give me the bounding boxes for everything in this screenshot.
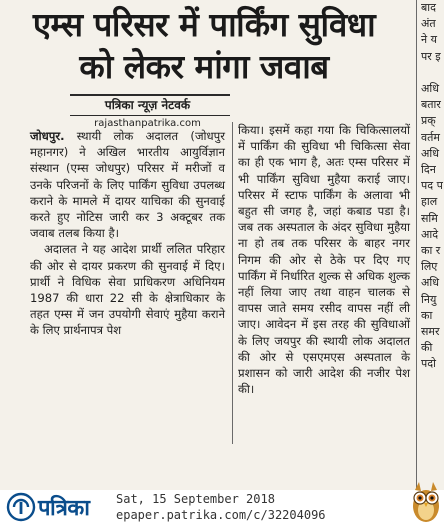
adjacent-article-fragment (421, 0, 444, 490)
adjacent-line: लिए (421, 260, 438, 274)
adjacent-line: का र (421, 244, 441, 258)
article-paragraph (30, 128, 225, 241)
adjacent-line: अंत (421, 17, 436, 31)
adjacent-line: पर इ (421, 49, 441, 63)
adjacent-line: दिन (421, 163, 436, 177)
adjacent-line: अधि (421, 146, 440, 160)
byline: पत्रिका न्यूज़ नेटवर्क (104, 98, 191, 112)
adjacent-line: वर्तम (421, 130, 440, 144)
adjacent-line: समि (421, 211, 438, 225)
article-column-left (30, 128, 225, 339)
adjacent-line: का (421, 308, 433, 322)
adjacent-line: बाद (421, 1, 436, 14)
adjacent-line: प्रक् (421, 114, 436, 128)
dateline: जोधपुर. (30, 129, 65, 143)
adjacent-line: की (421, 341, 433, 355)
headline: एम्स परिसर में पार्किंग सुविधा को लेकर मांगा जवाब (32, 5, 376, 86)
source-credit: rajasthanpatrika.com (94, 118, 201, 129)
article-column-right (238, 122, 410, 397)
epaper-footer (0, 490, 444, 527)
column-divider (416, 0, 417, 490)
adjacent-line: पदो (421, 357, 436, 371)
adjacent-line: पद प (421, 179, 443, 193)
adjacent-line: ने य (421, 33, 437, 47)
adjacent-line: बतार (421, 98, 441, 112)
byline-rule-bottom (70, 115, 230, 116)
article-paragraph: अदालत ने यह आदेश प्रार्थी ललित परिहार की ओर से दायर प्रकरण की सुनवाई में दिए। प्रार्थी ने विधिक सेवा प्राधिकरण अधिनियम 1987 की धारा 22 सी के क्षेत्राधिकार के तहत एम्स में जन उपयोगी सेवाएं मुहैया कराने के लिए प्रार्थनापत्र पेश (30, 242, 225, 338)
owl-mascot-icon (410, 478, 442, 524)
patrika-emblem-icon (6, 492, 36, 522)
adjacent-line: अधि (421, 276, 440, 290)
patrika-logo (6, 490, 89, 524)
column-divider (232, 122, 233, 444)
edition-url[interactable]: epaper.patrika.com/c/32204096 (116, 508, 326, 522)
article-text: स्थायी लोक अदालत (जोधपुर महानगर) ने अखिल भारतीय आयुर्विज्ञान संस्थान (एम्स जोधपुर) परिसर में मरीजों व उनके परिजनों के लिए पार्किंग सुविधा उपलब्ध कराने के मामले में दायर याचिका की सुनवाई करते हुए नोटिस जारी कर 3 अक्टूबर तक जवाब तलब किया है। (30, 129, 226, 241)
adjacent-line: अधि (421, 82, 440, 96)
edition-date: Sat, 15 September 2018 (116, 492, 275, 506)
adjacent-line: आदे (421, 227, 439, 241)
adjacent-line: हाल (421, 195, 438, 209)
adjacent-line: समर (421, 325, 440, 339)
adjacent-line (421, 65, 444, 81)
edition-info (116, 491, 326, 523)
article-paragraph: किया। इसमें कहा गया कि चिकित्सालयों में पार्किंग की सुविधा भी चिकित्सा सेवा का ही एक भाग है, अतः एम्स परिसर में भी पार्किंग सुविधा मुहैया कराई जाए। परिसर में स्टाफ पार्किंग के अलावा भी बहुत सी जगह है, जहां कबाड पडा है। जब तक अस्पताल के अंदर सुविधा मुहैया ना हो तब तक परिसर के बाहर नगर निगम की ओर से ठेके पर दिए गए पार्किंग में निर्धारित शुल्क से अधिक शुल्क नहीं लिया जाए तथा वाहन चालक से वापस जाते समय रसीद वापस नहीं ली जाए। आवेदन में इस तरह की सुविधाओं के लिए जयपुर की स्थायी लोक अदालत की ओर से एसएमएस अस्पताल के प्रशासन को जारी आदेश की नजीर पेश की। (238, 123, 410, 397)
adjacent-line: नियु (421, 292, 437, 306)
brand-name: पत्रिका (38, 496, 90, 521)
